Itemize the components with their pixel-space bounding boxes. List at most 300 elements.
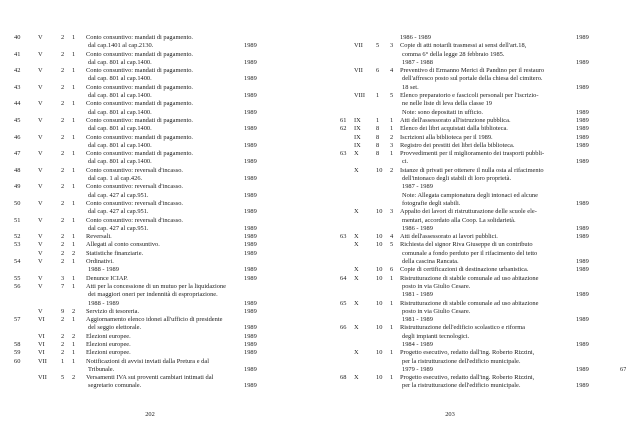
entry-description-cont: 1981 - 1989: [402, 316, 433, 324]
inventory-entry: [14, 333, 300, 341]
entry-year: 1989: [576, 158, 589, 166]
right-page: [300, 0, 626, 424]
entry-description: Aggiornamento elenco idonei all'ufficio di presidente: [86, 316, 223, 324]
entry-subseries: 1: [61, 357, 65, 365]
entry-description-cont: dal cap.1401 al cap.2130.: [88, 42, 154, 50]
entry-year: 1989: [244, 266, 257, 274]
inventory-entry: [14, 183, 300, 200]
entry-year: 1989: [244, 274, 257, 282]
entry-series: VI: [38, 349, 45, 357]
entry-item: 1: [72, 50, 76, 58]
entry-item: 1: [390, 116, 394, 124]
entry-item: 5: [390, 241, 394, 249]
entry-subseries: 10: [376, 349, 383, 357]
entry-number: 66: [340, 324, 347, 332]
inventory-entry: [14, 283, 300, 308]
entry-subseries: 10: [376, 208, 383, 216]
entry-description: Elenco dei libri acquistati dalla biblioteca.: [400, 125, 508, 133]
entry-series: V: [38, 282, 43, 290]
entry-subseries: 2: [61, 67, 65, 75]
entry-number: 42: [14, 67, 21, 75]
entry-item: 1: [72, 67, 76, 75]
entry-series: V: [38, 100, 43, 108]
entry-description-cont: posto in via Giulio Cesare.: [402, 282, 471, 290]
inventory-entry: [340, 142, 600, 150]
entry-item: 3: [390, 42, 394, 50]
entry-description-cont: Note: sono depositati in ufficio.: [402, 108, 483, 116]
inventory-entry: [14, 117, 300, 134]
entry-description: Reversali.: [86, 233, 112, 241]
entry-description-cont: 1981 - 1989: [402, 291, 433, 299]
entry-description-cont: 1988 - 1989: [88, 266, 119, 274]
entry-number: 49: [14, 183, 21, 191]
entry-item: 1: [72, 83, 76, 91]
entry-year: 1989: [244, 233, 257, 241]
entry-number: 40: [14, 34, 21, 41]
right-page-number: 203: [445, 411, 455, 418]
entry-description: Conto consuntivo: reversali d'incasso.: [86, 216, 183, 224]
entry-series: [354, 34, 368, 42]
entry-number: 46: [14, 133, 21, 141]
inventory-entry: [340, 324, 600, 349]
entry-description: Conto consuntivo: reversali d'incasso.: [86, 166, 183, 174]
entry-description-cont: degli impianti tecnologici.: [402, 332, 470, 340]
entry-item: 2: [72, 332, 76, 340]
entry-subseries: 2: [61, 332, 65, 340]
inventory-entry: [14, 341, 300, 349]
left-page-number: 202: [145, 411, 155, 418]
entry-subseries: 2: [61, 199, 65, 207]
entry-description-cont: 1988 - 1989: [88, 299, 119, 307]
entry-item: 1: [390, 374, 394, 382]
entry-subseries: 8: [376, 133, 380, 141]
entry-description-cont: dell'affresco posto sul portale della chiesa del cimitero.: [402, 75, 543, 83]
entry-description: Conto consuntivo: mandati di pagamento.: [86, 150, 194, 158]
entry-series: V: [38, 307, 43, 315]
entry-subseries: 2: [61, 150, 65, 158]
entry-item: 1: [72, 258, 76, 266]
entry-subseries: 2: [61, 83, 65, 91]
entry-number: [340, 34, 354, 42]
entry-item: 1: [72, 133, 76, 141]
entry-number: [14, 374, 28, 382]
entry-subseries: 2: [61, 133, 65, 141]
entry-description: Versamenti IVA sui proventi cambiari intimati dal: [86, 374, 214, 382]
entry-number: [340, 167, 354, 175]
entry-description: Provvedimenti per il miglioramento dei trasporti pubbli-: [400, 150, 545, 158]
entry-item: 1: [72, 183, 76, 191]
entry-item: 3: [390, 208, 394, 216]
entry-series: X: [354, 233, 359, 241]
entry-description: Statistiche finanziarie.: [86, 249, 144, 257]
entry-subseries: 2: [61, 233, 65, 241]
entry-item: 1: [72, 282, 76, 290]
inventory-entry: [14, 233, 300, 241]
entry-year: 1989: [244, 42, 257, 50]
entry-description: Conto consuntivo: mandati di pagamento.: [86, 133, 194, 141]
inventory-entry: [340, 349, 626, 374]
entry-subseries: 6: [376, 67, 380, 75]
entry-item: 1: [390, 349, 394, 357]
entry-description: Denunce ICIAP.: [86, 274, 128, 282]
entry-series: V: [38, 50, 43, 58]
entry-description-cont: Tribunale.: [88, 365, 115, 373]
entry-subseries: 10: [376, 324, 383, 332]
entry-year: 1989: [576, 116, 589, 124]
entry-number: [14, 250, 28, 258]
inventory-entry: [14, 51, 300, 68]
entry-item: 4: [390, 67, 394, 75]
entry-year: 1989: [576, 266, 589, 274]
entry-item: 1: [390, 150, 394, 158]
entry-subseries: [376, 34, 386, 42]
entry-description: Atti dell'assessorato all'istruzione pubblica.: [400, 116, 511, 124]
entry-series: X: [354, 299, 359, 307]
entry-description-cont: dal cap. 427 al cap.951.: [88, 224, 149, 232]
entry-description-cont: Note: Allegata campionatura degli intonaci ed alcune: [402, 191, 538, 199]
entry-description: Ristrutturazione dell'edificio scolastico e riforma: [400, 324, 526, 332]
entry-subseries: 2: [61, 116, 65, 124]
entry-subseries: 10: [376, 374, 383, 382]
entry-description-cont: mentari, accordato alla Coop. La solidarietà.: [402, 216, 516, 224]
entry-description-cont: 1987 - 1989: [402, 183, 433, 191]
entry-item: 1: [72, 340, 76, 348]
entry-year: 1989: [244, 108, 257, 116]
entry-year: 1989: [244, 92, 257, 100]
entry-year: 1989: [576, 291, 589, 299]
entry-description: Conto consuntivo: mandati di pagamento.: [86, 50, 194, 58]
inventory-entry: [14, 349, 300, 357]
inventory-entry: [340, 150, 600, 167]
entry-description: Conto consuntivo: mandati di pagamento.: [86, 67, 194, 75]
inventory-entry: [14, 100, 300, 117]
entry-description: 1986 - 1989: [400, 34, 431, 41]
entry-description: Registro dei prestiti dei libri della biblioteca.: [400, 141, 515, 149]
entry-description-cont: 1987 - 1988: [402, 58, 433, 66]
entry-subseries: 2: [61, 349, 65, 357]
entry-number: 61: [340, 116, 347, 124]
entry-series: X: [354, 208, 359, 216]
entry-description-cont: dal cap. 801 al cap.1400.: [88, 125, 152, 133]
entry-item: 1: [72, 233, 76, 241]
entry-number: 47: [14, 150, 21, 158]
entry-description: Ristrutturazione di stabile comunale ad uso abitazione: [400, 274, 539, 282]
entry-item: 1: [390, 324, 394, 332]
entry-description-cont: 1984 - 1989: [402, 341, 433, 348]
entry-year: 1989: [576, 83, 589, 91]
entry-year: 1989: [576, 141, 589, 149]
entry-description: Elezioni europee.: [86, 340, 131, 348]
entry-item: 1: [72, 116, 76, 124]
entry-series: VII: [354, 42, 363, 50]
entry-number: 48: [14, 166, 21, 174]
entry-series: X: [354, 150, 359, 158]
entry-year: 1989: [244, 332, 257, 340]
entry-subseries: 9: [61, 307, 65, 315]
entry-description: Notificazioni di avvisi inviati dalla Pretura e dal: [86, 357, 209, 365]
entry-year: 1989: [576, 224, 589, 232]
entry-description: Allegati al conto consuntivo.: [86, 241, 160, 249]
entry-number: 62: [340, 125, 347, 133]
entry-description: Preventivo di Ermanno Merici di Pandino per il restauro: [400, 67, 545, 75]
entry-series: VIII: [354, 92, 365, 100]
entry-number: 52: [14, 233, 21, 241]
entry-series: IX: [354, 133, 361, 141]
entry-series: VII: [354, 67, 363, 75]
inventory-entry: [340, 233, 600, 241]
entry-item: 1: [72, 274, 76, 282]
entry-series: V: [38, 199, 43, 207]
inventory-entry: [340, 34, 600, 42]
entry-series: X: [354, 241, 359, 249]
entry-year: 1989: [576, 258, 589, 266]
entry-item: 5: [390, 92, 394, 100]
entry-description-cont: dal cap. 427 al cap.951.: [88, 191, 149, 199]
entry-series: V: [38, 116, 43, 124]
entry-year: 1989: [244, 208, 257, 216]
entry-number: 58: [14, 340, 21, 348]
entry-description-cont: posto in via Giulio Cesare.: [402, 307, 471, 315]
entry-description-cont: ne nelle liste di leva della classe 19: [402, 100, 492, 108]
entry-series: V: [38, 183, 43, 191]
entry-description: Ordinativi.: [86, 258, 114, 266]
entry-description-cont: 18 set.: [402, 83, 419, 91]
inventory-entry: [340, 300, 600, 325]
entry-description-cont: dal cap. 801 al cap.1400.: [88, 141, 152, 149]
entry-series: V: [38, 241, 43, 249]
inventory-entry: [340, 125, 600, 133]
entry-subseries: 2: [61, 166, 65, 174]
entry-subseries: 10: [376, 266, 383, 274]
entry-item: 6: [390, 266, 394, 274]
entry-subseries: 2: [61, 100, 65, 108]
entry-item: 1: [72, 216, 76, 224]
inventory-entry: [340, 42, 600, 67]
entry-description: Conto consuntivo: mandati di pagamento.: [86, 83, 194, 91]
entry-item: 1: [390, 125, 394, 133]
entry-year: 1989: [244, 324, 257, 332]
entry-number: 43: [14, 83, 21, 91]
entry-series: X: [354, 324, 359, 332]
entry-item: 2: [72, 307, 76, 315]
inventory-entry: [14, 250, 300, 258]
inventory-entry: [340, 266, 600, 274]
entry-number: 50: [14, 199, 21, 207]
entry-subseries: 10: [376, 166, 383, 174]
entry-number: [340, 67, 354, 75]
inventory-entry: [14, 241, 300, 249]
entry-series: V: [38, 249, 43, 257]
entry-side-number: 67: [620, 365, 626, 373]
entry-description-cont: segretario comunale.: [88, 382, 142, 390]
entry-series: V: [38, 133, 43, 141]
entry-number: [340, 42, 354, 50]
entry-description: Progetto esecutivo, redatto dall'ing. Roberto Rizzini,: [400, 374, 535, 382]
entry-year: 1989: [244, 349, 257, 357]
inventory-entry: [340, 134, 600, 142]
entry-item: 2: [72, 249, 76, 257]
inventory-entry: [340, 117, 600, 125]
entry-description: Conto consuntivo: reversali d'incasso.: [86, 183, 183, 191]
entry-description-cont: dal cap. 427 al cap.951.: [88, 208, 149, 216]
entry-description-cont: 1986 - 1989: [402, 224, 433, 232]
entry-number: 60: [14, 357, 21, 365]
entry-description-cont: dal cap. 1 al cap.426.: [88, 175, 143, 183]
entry-item: 1: [72, 316, 76, 324]
entry-description-cont: dei maggiori oneri per indennità di espropriazione.: [88, 291, 218, 299]
entry-item: 1: [72, 199, 76, 207]
entry-year: 1989: [244, 224, 257, 232]
entry-year: 1989: [244, 382, 257, 390]
entry-year: 1989: [244, 75, 257, 83]
entry-year: 1989: [244, 340, 257, 348]
inventory-entry: [340, 374, 600, 391]
inventory-entry: [14, 134, 300, 151]
entry-description-cont: dal cap. 801 al cap.1400.: [88, 58, 152, 66]
inventory-entry: [340, 92, 600, 117]
entry-subseries: 1: [376, 116, 380, 124]
entry-number: 63: [340, 150, 347, 158]
entry-year: 1989: [576, 34, 589, 41]
entry-item: 2: [390, 166, 394, 174]
entry-item: 1: [72, 349, 76, 357]
entry-number: [340, 349, 354, 357]
inventory-entry: [340, 67, 600, 92]
entry-number: 51: [14, 216, 21, 224]
entry-number: [14, 333, 28, 341]
entry-subseries: 10: [376, 299, 383, 307]
entry-number: 41: [14, 50, 21, 58]
entry-number: [340, 208, 354, 216]
entry-year: 1989: [576, 316, 589, 324]
entry-series: IX: [354, 125, 361, 133]
entry-subseries: 8: [376, 150, 380, 158]
entry-description: Conto consuntivo: mandati di pagamento.: [86, 34, 194, 41]
entry-year: 1989: [244, 141, 257, 149]
entry-item: 4: [390, 233, 394, 241]
entry-description: Copie di atti notarili trasmessi ai sensi dell'art.18,: [400, 42, 527, 50]
inventory-entry: [14, 67, 300, 84]
entry-number: 56: [14, 282, 21, 290]
entry-year: 1989: [244, 365, 257, 373]
left-page: [0, 0, 300, 424]
entry-series: V: [38, 67, 43, 75]
inventory-entry: [340, 208, 600, 233]
entry-description: Elezioni europee.: [86, 349, 131, 357]
inventory-entry: [14, 308, 300, 316]
entry-series: X: [354, 274, 359, 282]
entry-description-cont: dal cap. 801 al cap.1400.: [88, 158, 152, 166]
entry-subseries: 2: [61, 249, 65, 257]
entry-year: 1989: [576, 233, 589, 241]
entry-item: 3: [390, 141, 394, 149]
entry-series: VI: [38, 316, 45, 324]
entry-number: [340, 241, 354, 249]
entry-subseries: 2: [61, 183, 65, 191]
entry-number: [340, 266, 354, 274]
inventory-entry: [340, 275, 600, 300]
entry-item: 1: [72, 150, 76, 158]
entry-series: V: [38, 216, 43, 224]
entry-description: Copie di certificazioni di destinazione urbanistica.: [400, 266, 529, 274]
entry-description-cont: comma 6° della legge 28 febbraio 1985.: [402, 50, 505, 58]
inventory-entry: [340, 241, 600, 266]
entry-description: Iscrizioni alla biblioteca per il 1989.: [400, 133, 493, 141]
entry-description: Istanze di privati per ottenere il nulla osta al rifacimento: [400, 166, 544, 174]
inventory-entry: [340, 167, 600, 209]
entry-year: 1989: [244, 158, 257, 166]
entry-description-cont: per la ristrutturazione dell'edificio municipale.: [402, 357, 521, 365]
entry-subseries: 2: [61, 340, 65, 348]
entry-series: X: [354, 266, 359, 274]
entry-year: 1989: [244, 241, 257, 249]
entry-year: 1989: [244, 125, 257, 133]
entry-number: 59: [14, 349, 21, 357]
entry-description-cont: della cascina Rancata.: [402, 258, 459, 266]
entry-series: IX: [354, 141, 361, 149]
inventory-entry: [14, 316, 300, 333]
entry-item: 1: [72, 100, 76, 108]
entry-subseries: 7: [61, 282, 65, 290]
entry-series: VII: [38, 357, 47, 365]
entry-description-cont: per la ristrutturazione dell'edificio municipale.: [402, 382, 521, 390]
inventory-entry: [14, 217, 300, 234]
entry-number: 57: [14, 316, 21, 324]
entry-item: 1: [72, 241, 76, 249]
entry-series: IX: [354, 116, 361, 124]
inventory-entry: [14, 84, 300, 101]
entry-series: V: [38, 233, 43, 241]
entry-series: X: [354, 349, 359, 357]
entry-year: 1989: [244, 307, 257, 315]
entry-description: Progetto esecutivo, redatto dall'ing. Roberto Rizzini,: [400, 349, 535, 357]
entry-year: 1989: [576, 133, 589, 141]
inventory-entry: [14, 167, 300, 184]
inventory-entry: [14, 275, 300, 283]
entry-description: Elezioni europee.: [86, 332, 131, 340]
entry-number: [340, 134, 354, 142]
entry-description: Conto consuntivo: mandati di pagamento.: [86, 116, 194, 124]
entry-subseries: 2: [61, 50, 65, 58]
entry-item: 1: [390, 274, 394, 282]
entry-subseries: 2: [61, 316, 65, 324]
entry-description-cont: fotografie degli stabili.: [402, 199, 461, 207]
entry-item: [390, 34, 398, 42]
entry-year: 1989: [244, 249, 257, 257]
entry-item: 1: [390, 299, 394, 307]
entry-series: V: [38, 274, 43, 282]
entry-series: VII: [38, 374, 47, 382]
inventory-entry: [14, 258, 300, 275]
entry-subseries: 1: [376, 92, 380, 100]
entry-series: V: [38, 83, 43, 91]
entry-year: 1989: [576, 365, 589, 373]
inventory-entry: [14, 374, 300, 391]
entry-number: 55: [14, 274, 21, 282]
entry-description: Elenco preparatorio e fascicoli personali per l'iscrizio-: [400, 92, 539, 100]
entry-item: 1: [72, 357, 76, 365]
entry-number: [14, 308, 28, 316]
entry-item: 2: [390, 133, 394, 141]
entry-subseries: 2: [61, 241, 65, 249]
inventory-entry: [14, 200, 300, 217]
entry-year: 1989: [244, 175, 257, 183]
entry-series: X: [354, 166, 359, 174]
entry-number: 44: [14, 100, 21, 108]
entry-description-cont: dal cap. 801 al cap.1400.: [88, 92, 152, 100]
entry-description-cont: dal cap. 801 al cap.1400.: [88, 108, 152, 116]
inventory-entry: [14, 34, 300, 51]
